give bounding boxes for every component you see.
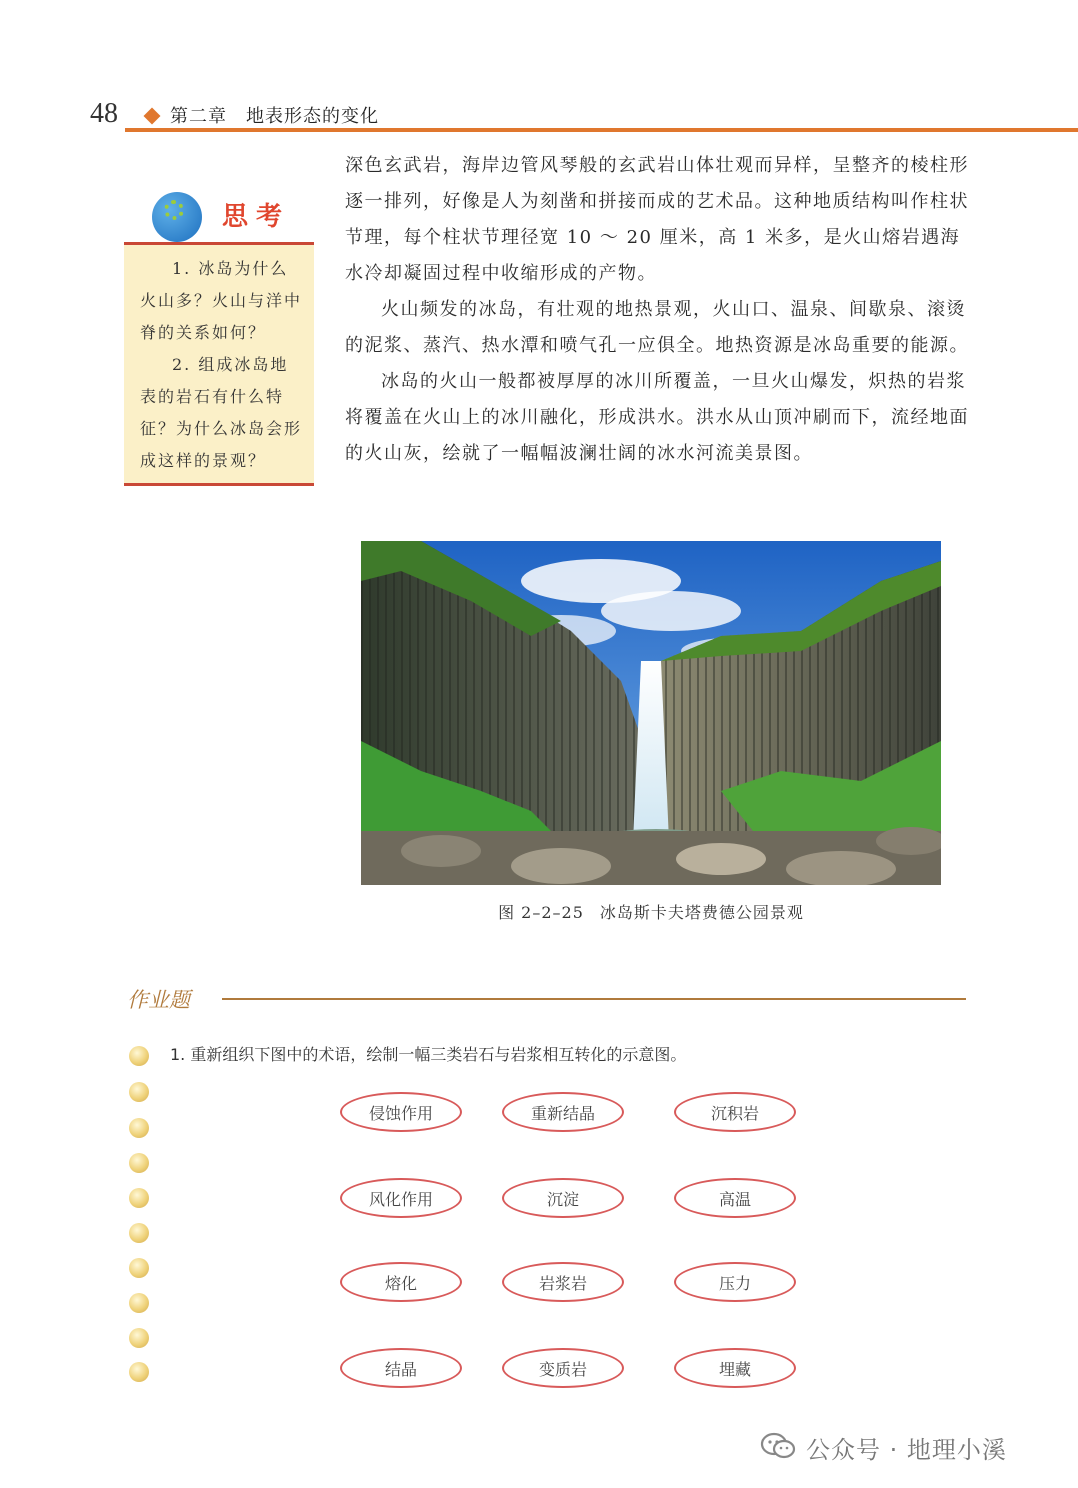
page-number: 48 bbox=[90, 98, 118, 129]
dot-icon bbox=[129, 1258, 149, 1278]
wechat-icon bbox=[760, 1432, 796, 1460]
paragraph: 火山频发的冰岛，有壮观的地热景观，火山口、温泉、间歇泉、滚烫的泥浆、蒸汽、热水潭和喷气孔一应俱全。地热资源是冰岛重要的能源。 bbox=[345, 299, 969, 356]
dot-icon bbox=[129, 1362, 149, 1382]
think-box-title: 思考 bbox=[222, 202, 291, 232]
dot-icon bbox=[129, 1188, 149, 1208]
dot-icon bbox=[129, 1223, 149, 1243]
term-oval: 沉积岩 bbox=[674, 1092, 796, 1132]
think-question: 1. 冰岛为什么火山多？火山与洋中脊的关系如何？ bbox=[140, 259, 303, 342]
homework-title: 作业题 bbox=[127, 988, 190, 1012]
dot-icon bbox=[129, 1153, 149, 1173]
term-oval: 压力 bbox=[674, 1262, 796, 1302]
page-header bbox=[0, 92, 1078, 142]
term-oval: 熔化 bbox=[340, 1262, 462, 1302]
head-gear-icon bbox=[152, 192, 202, 242]
term-oval: 风化作用 bbox=[340, 1178, 462, 1218]
term-oval: 重新结晶 bbox=[502, 1092, 624, 1132]
paragraph: 冰岛的火山一般都被厚厚的冰川所覆盖，一旦火山爆发，炽热的岩浆将覆盖在火山上的冰川融化，形成洪水。洪水从山顶冲刷而下，流经地面的火山灰，绘就了一幅幅波澜壮阔的冰水河流美景图。 bbox=[345, 371, 969, 464]
think-box bbox=[124, 188, 314, 486]
dot-icon bbox=[129, 1046, 149, 1066]
think-box-body bbox=[124, 242, 314, 486]
term-oval: 岩浆岩 bbox=[502, 1262, 624, 1302]
figure-caption bbox=[361, 900, 941, 923]
term-oval: 沉淀 bbox=[502, 1178, 624, 1218]
think-question: 2. 组成冰岛地表的岩石有什么特征？为什么冰岛会形成这样的景观？ bbox=[140, 355, 303, 470]
homework-question: 1. 重新组织下图中的术语，绘制一幅三类岩石与岩浆相互转化的示意图。 bbox=[170, 1045, 687, 1064]
term-grid bbox=[340, 1092, 800, 1392]
term-oval: 埋藏 bbox=[674, 1348, 796, 1388]
homework-rule bbox=[222, 998, 966, 1000]
think-box-header bbox=[124, 188, 314, 244]
paragraph: 深色玄武岩，海岸边管风琴般的玄武岩山体壮观而异样，呈整齐的棱柱形逐一排列，好像是人为刻凿和拼接而成的艺术品。这种地质结构叫作柱状节理，每个柱状节理径宽 10 ～ 20 厘米，高 1 米多，是火山熔岩遇海水冷却凝固过程中收缩形成的产物。 bbox=[345, 155, 969, 284]
term-oval: 高温 bbox=[674, 1178, 796, 1218]
figure-caption-text: 冰岛斯卡夫塔费德公园景观 bbox=[599, 903, 804, 922]
term-oval: 变质岩 bbox=[502, 1348, 624, 1388]
header-rule bbox=[125, 128, 1078, 132]
watermark bbox=[760, 1428, 1060, 1464]
term-oval: 侵蚀作用 bbox=[340, 1092, 462, 1132]
diamond-icon bbox=[144, 108, 161, 125]
dot-icon bbox=[129, 1293, 149, 1313]
dot-icon bbox=[129, 1082, 149, 1102]
dot-icon bbox=[129, 1118, 149, 1138]
chapter-title: 第二章 地表形态的变化 bbox=[170, 106, 379, 127]
landscape-photo bbox=[361, 541, 941, 885]
dot-icon bbox=[129, 1328, 149, 1348]
main-text bbox=[345, 148, 970, 472]
term-oval: 结晶 bbox=[340, 1348, 462, 1388]
figure-number: 图 2–2–25 bbox=[498, 903, 584, 922]
watermark-text: 公众号 · 地理小溪 bbox=[806, 1436, 1007, 1464]
